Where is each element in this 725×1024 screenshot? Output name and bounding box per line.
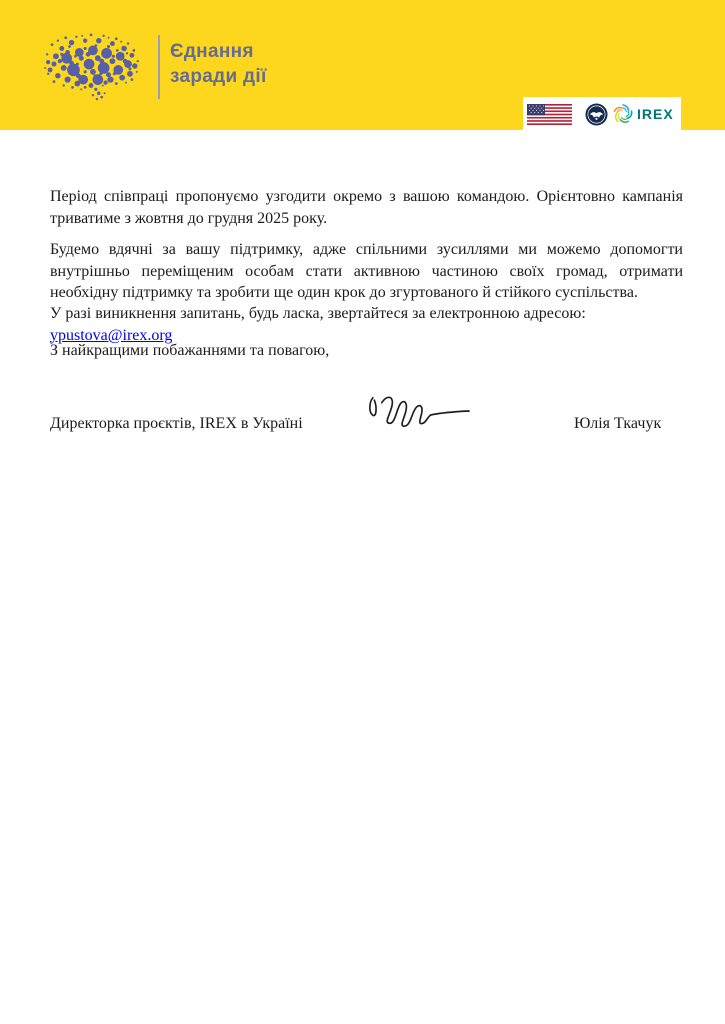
signatory-title: Директорка проєктів, IREX в Україні (50, 415, 303, 432)
logo-wordmark (170, 39, 267, 89)
ukraine-map-dots-icon (42, 29, 140, 103)
logo-wordmark-line1: Єднання (170, 41, 254, 62)
partner-logos-box (523, 97, 681, 131)
handwritten-signature-image (366, 387, 474, 435)
email-link[interactable]: ypustova@irex.org (50, 326, 173, 344)
letterhead-banner (0, 0, 725, 130)
closing-line: З найкращими побажаннями та повагою, (50, 342, 330, 359)
signatory-name: Юлія Ткачук (574, 415, 662, 432)
us-state-department-seal-icon (585, 103, 608, 126)
logo-divider (158, 35, 160, 99)
irex-logo (612, 103, 674, 125)
irex-knot-icon (612, 103, 634, 125)
irex-wordmark: IREX (637, 106, 674, 122)
paragraph-gratitude: Будемо вдячні за вашу підтримку, адже спільними зусиллями ми можемо допомогти внутрішньо переміщеним особам стати активною частиною своїх громад, отримати необхідну підтримку та зробити ще один крок до згуртованого й стійкого суспільства. (50, 241, 683, 301)
us-flag-icon (527, 104, 572, 125)
paragraph-cooperation-period: Період співпраці пропонуємо узгодити окремо з вашою командою. Орієнтовно кампанія триватиме з жовтня до грудня 2025 року. (50, 188, 683, 227)
paragraph-contact-text: У разі виникнення запитань, будь ласка, звертайтеся за електронною адресою: (50, 305, 586, 322)
logo-wordmark-line2: заради дії (170, 66, 267, 87)
